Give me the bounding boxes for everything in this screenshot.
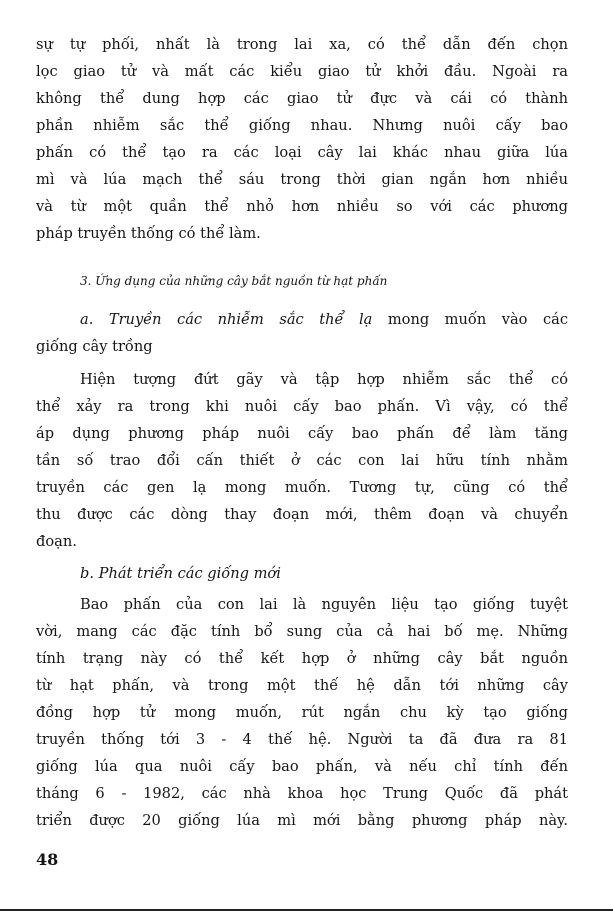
subsection-a-heading — [80, 309, 568, 331]
body-line: áp dụng phương pháp nuôi cấy bao phấn để làm tăng — [36, 425, 568, 442]
body-line: Hiện tượng đứt gãy và tập hợp nhiễm sắc thể có — [80, 371, 568, 388]
body-line: tháng 6 - 1982, các nhà khoa học Trung Quốc đã phát — [36, 785, 568, 802]
body-line: truyền thống tới 3 - 4 thế hệ. Người ta đã đưa ra 81 — [36, 731, 568, 748]
body-line: lọc giao tử và mất các kiểu giao tử khởi đầu. Ngoài ra — [36, 63, 568, 80]
body-line: phấn có thể tạo ra các loại cây lai khác nhau giữa lúa — [36, 144, 568, 161]
body-line: giống cây trồng — [36, 338, 153, 355]
page-number: 48 — [36, 850, 59, 869]
body-line: và từ một quần thể nhỏ hơn nhiều so với các phương — [36, 198, 568, 215]
body-line: đoạn. — [36, 533, 77, 550]
body-line: không thể dung hợp các giao tử đực và cái có thành — [36, 90, 568, 107]
body-line: pháp truyền thống có thể làm. — [36, 225, 261, 242]
body-line: Bao phấn của con lai là nguyên liệu tạo giống tuyệt — [80, 596, 568, 613]
body-line: thu được các dòng thay đoạn mới, thêm đoạn và chuyển — [36, 506, 568, 523]
subsection-a-title: a. Truyền các nhiễm sắc thể lạ — [80, 311, 373, 328]
body-line: tần số trao đổi cấn thiết ở các con lai hữu tính nhằm — [36, 452, 568, 469]
body-line: giống lúa qua nuôi cấy bao phấn, và nếu chỉ tính đến — [36, 758, 568, 775]
body-line: truyền các gen lạ mong muốn. Tương tự, cũng có thể — [36, 479, 568, 496]
subsection-b-heading: b. Phát triển các giống mới — [80, 565, 281, 582]
body-line: tính trạng này có thể kết hợp ở những cây bắt nguồn — [36, 650, 568, 667]
body-line: triển được 20 giống lúa mì mới bằng phương pháp này. — [36, 812, 568, 829]
body-line: thể xảy ra trong khi nuôi cấy bao phấn. Vì vậy, có thể — [36, 398, 568, 415]
bottom-edge-rule — [0, 909, 613, 911]
subsection-a-rest: mong muốn vào các — [372, 311, 568, 328]
section-heading: 3. Ứng dụng của những cây bắt nguồn từ hạt phấn — [80, 274, 388, 288]
body-line: sự tự phối, nhất là trong lai xa, có thể dẫn đến chọn — [36, 36, 568, 53]
body-line: phần nhiễm sắc thể giống nhau. Nhưng nuôi cấy bao — [36, 117, 568, 134]
body-line: vời, mang các đặc tính bổ sung của cả hai bố mẹ. Những — [36, 623, 568, 640]
body-line: từ hạt phấn, và trong một thế hệ dẫn tới những cây — [36, 677, 568, 694]
body-line: đồng hợp tử mong muốn, rút ngắn chu kỳ tạo giống — [36, 704, 568, 721]
body-line: mì và lúa mạch thể sáu trong thời gian ngắn hơn nhiều — [36, 171, 568, 188]
